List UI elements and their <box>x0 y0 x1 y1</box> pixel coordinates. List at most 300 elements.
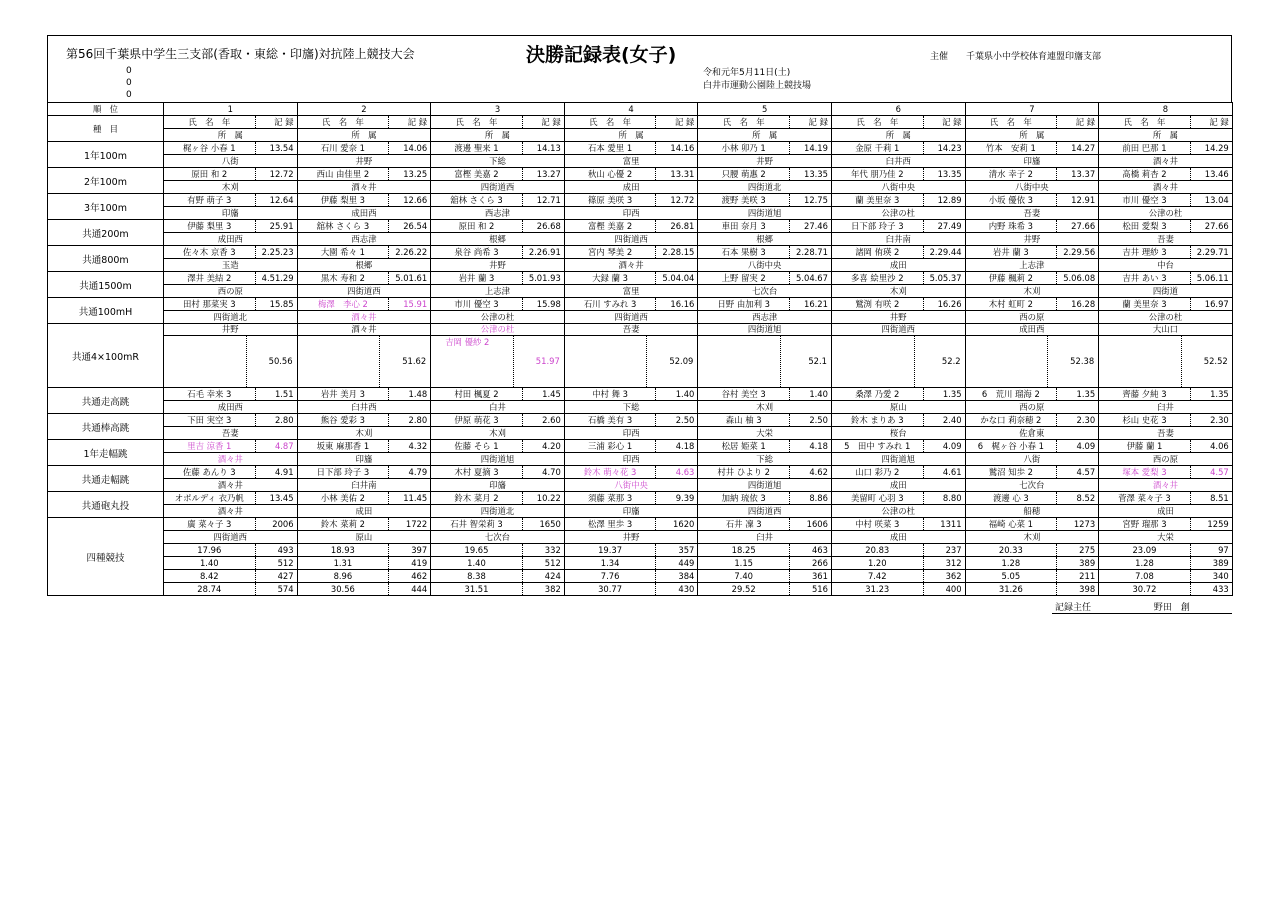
school-label: 所 属 <box>298 128 431 141</box>
athlete-name: 伊藤 梨里 3 <box>187 221 232 231</box>
result-record: 4.06 <box>1190 440 1232 452</box>
sub-points: 340 <box>1190 570 1232 582</box>
school-name: 八街中央 <box>565 478 698 491</box>
result-record: 2.28.71 <box>789 246 831 258</box>
result-cell <box>564 220 698 246</box>
sub-points: 516 <box>789 583 831 595</box>
result-line <box>565 492 698 504</box>
result-record: 13.35 <box>923 168 965 180</box>
school-name: 木刈 <box>698 400 831 413</box>
name-record-header <box>832 116 965 128</box>
record-sheet <box>47 35 1232 596</box>
result-line <box>966 388 1099 400</box>
athlete-name: 中村 舞 3 <box>592 389 628 399</box>
name-label: 氏 名 年 <box>188 117 231 127</box>
sub-points: 400 <box>923 583 965 595</box>
result-record: 13.35 <box>789 168 831 180</box>
result-record: 1.48 <box>388 388 430 400</box>
subresult-line <box>164 543 297 556</box>
sub-points: 332 <box>522 544 564 556</box>
sub-points: 430 <box>655 583 697 595</box>
result-record: 16.16 <box>655 298 697 310</box>
athlete-name: 下田 実空 3 <box>187 415 232 425</box>
result-record: 14.19 <box>789 142 831 154</box>
school-name: 臼井南 <box>832 232 965 245</box>
result-cell <box>297 298 431 324</box>
athlete-name: 石橋 美有 3 <box>588 415 633 425</box>
school-name: 四街道旭 <box>698 206 831 219</box>
result-line <box>565 518 698 530</box>
subresult-line <box>298 569 431 582</box>
sub-points: 493 <box>255 544 297 556</box>
result-cell <box>1099 440 1233 466</box>
result-cell <box>1099 246 1233 272</box>
result-record: 1311 <box>923 518 965 530</box>
result-line <box>431 246 564 258</box>
result-line <box>966 220 1099 232</box>
school-name: 原山 <box>832 400 965 413</box>
athlete-name: 岩井 蘭 3 <box>458 273 495 283</box>
athlete-name: 石井 智栄莉 3 <box>450 519 503 529</box>
relay-block <box>698 324 831 387</box>
athlete-name: 原田 和 2 <box>191 169 228 179</box>
school-name: 成田西 <box>164 400 297 413</box>
pentathlon-cell <box>564 518 698 596</box>
record-label: 記 録 <box>1056 116 1098 128</box>
result-cell <box>164 220 298 246</box>
result-line <box>966 298 1099 310</box>
school-label: 所 属 <box>565 128 698 141</box>
pentathlon-cell <box>297 518 431 596</box>
school-name: 四街道旭 <box>832 452 965 465</box>
result-cell <box>164 298 298 324</box>
result-record: 51.97 <box>535 356 560 366</box>
result-record: 13.37 <box>1056 168 1098 180</box>
subresult-line <box>1099 582 1232 595</box>
subresult-line <box>298 582 431 595</box>
result-record: 13.25 <box>388 168 430 180</box>
school-name: 公津の杜 <box>431 324 564 336</box>
result-line <box>431 440 564 452</box>
result-line <box>298 194 431 206</box>
athlete-name: 富樫 美嘉 2 <box>588 221 633 231</box>
result-record: 2.80 <box>255 414 297 426</box>
result-cell <box>698 440 832 466</box>
result-record: 4.57 <box>1190 466 1232 478</box>
result-line <box>565 142 698 154</box>
result-line <box>298 440 431 452</box>
school-name: 八街 <box>966 452 1099 465</box>
result-line <box>832 298 965 310</box>
col-header-7 <box>965 116 1099 142</box>
result-record: 5.05.37 <box>923 272 965 284</box>
athlete-name: 岩井 美月 3 <box>320 389 365 399</box>
school-name: 原山 <box>298 530 431 543</box>
result-line <box>298 220 431 232</box>
result-record: 27.66 <box>1056 220 1098 232</box>
school-name: 印西 <box>565 426 698 439</box>
school-name: 井野 <box>164 324 297 336</box>
athlete-name: 石井 凜 3 <box>725 519 762 529</box>
pentathlon-cell <box>164 518 298 596</box>
sub-points: 397 <box>388 544 430 556</box>
sub-mark: 20.33 <box>998 545 1023 555</box>
relay-cell <box>831 324 965 388</box>
athlete-name: 大録 蘭 3 <box>592 273 628 283</box>
result-cell <box>965 220 1099 246</box>
athlete-name: 石川 愛奈 1 <box>320 143 365 153</box>
result-record: 4.18 <box>655 440 697 452</box>
school-name: 下総 <box>565 400 698 413</box>
result-line <box>698 440 831 452</box>
subresult-line <box>698 569 831 582</box>
athlete-name: 髙橋 莉杏 2 <box>1122 169 1167 179</box>
result-line <box>966 272 1099 284</box>
result-record: 2.25.23 <box>255 246 297 258</box>
result-record: 15.91 <box>388 298 430 310</box>
school-name: 酒々井 <box>298 310 431 323</box>
school-name: 成田 <box>832 530 965 543</box>
athlete-name: 宮野 瑠那 3 <box>1122 519 1167 529</box>
subresult-line <box>832 543 965 556</box>
result-line <box>164 440 297 452</box>
school-name: 木刈 <box>298 426 431 439</box>
result-record: 14.13 <box>522 142 564 154</box>
result-record: 2.26.22 <box>388 246 430 258</box>
result-record: 4.09 <box>1056 440 1098 452</box>
athlete-name: 篠原 美咲 3 <box>588 195 633 205</box>
athlete-name: 森山 柚 3 <box>725 415 762 425</box>
result-line <box>164 466 297 478</box>
athlete-name: 日野 由加利 3 <box>717 299 770 309</box>
result-line <box>698 518 831 530</box>
sub-mark: 19.65 <box>464 545 489 555</box>
result-line <box>298 388 431 400</box>
result-line <box>298 142 431 154</box>
result-cell <box>431 298 565 324</box>
athlete-name: 福崎 心菜 1 <box>988 519 1033 529</box>
school-label: 所 属 <box>966 128 1099 141</box>
school-name: 印西 <box>565 206 698 219</box>
pentathlon-cell <box>831 518 965 596</box>
school-name: 成田西 <box>966 324 1099 336</box>
result-cell <box>831 466 965 492</box>
result-record: 4.20 <box>522 440 564 452</box>
school-name: 四街道西 <box>431 180 564 193</box>
event-name: 共通走高跳 <box>48 388 164 414</box>
result-line <box>832 194 965 206</box>
result-record: 1650 <box>522 518 564 530</box>
result-cell <box>431 466 565 492</box>
school-name: 木刈 <box>832 284 965 297</box>
athlete-name: 多喜 絵里沙 2 <box>851 273 904 283</box>
place-6: 6 <box>831 103 965 116</box>
school-name: 印旛 <box>164 206 297 219</box>
result-record: 15.85 <box>255 298 297 310</box>
sub-points: 398 <box>1056 583 1098 595</box>
athlete-name: 谷村 美空 3 <box>721 389 766 399</box>
result-cell <box>698 298 832 324</box>
result-cell <box>564 246 698 272</box>
athlete-name: 村井 ひより 2 <box>717 467 770 477</box>
result-line <box>565 220 698 232</box>
result-cell <box>1099 272 1233 298</box>
col-header-3 <box>431 116 565 142</box>
result-cell <box>698 414 832 440</box>
name-label: 氏 名 年 <box>455 117 498 127</box>
sub-mark: 18.25 <box>731 545 756 555</box>
result-cell <box>698 142 832 168</box>
result-line <box>431 168 564 180</box>
athlete-name: 岩井 蘭 3 <box>992 247 1029 257</box>
relay-cell <box>431 324 565 388</box>
sub-mark: 1.28 <box>1135 558 1154 568</box>
sub-points: 389 <box>1190 557 1232 569</box>
school-name: 公津の杜 <box>431 310 564 323</box>
result-line <box>298 414 431 426</box>
school-name: 成田 <box>298 504 431 517</box>
athlete-name: 佐々木 京香 3 <box>183 247 236 257</box>
result-line <box>698 246 831 258</box>
school-name: 成田西 <box>298 206 431 219</box>
sub-points: 427 <box>255 570 297 582</box>
result-record: 4.63 <box>655 466 697 478</box>
school-name: 成田 <box>1099 504 1232 517</box>
result-cell <box>1099 168 1233 194</box>
result-cell <box>431 492 565 518</box>
school-label: 所 属 <box>832 128 965 141</box>
school-name: 上志津 <box>966 258 1099 271</box>
name-record-header <box>1099 116 1232 128</box>
school-name: 印旛 <box>565 504 698 517</box>
result-cell <box>564 414 698 440</box>
event-name: 1年100m <box>48 142 164 168</box>
result-record: 5.04.67 <box>789 272 831 284</box>
athlete-name: 大園 希々 1 <box>320 247 365 257</box>
name-record-header <box>164 116 297 128</box>
record-label: 記 録 <box>522 116 564 128</box>
athlete-name: 山口 彩乃 2 <box>855 467 900 477</box>
result-line <box>164 518 297 530</box>
school-name: 臼井西 <box>832 154 965 167</box>
result-record: 13.45 <box>255 492 297 504</box>
result-line <box>1099 246 1232 258</box>
result-cell <box>698 272 832 298</box>
result-line <box>1099 142 1232 154</box>
result-cell <box>297 440 431 466</box>
school-name: 公津の杜 <box>1099 206 1232 219</box>
result-cell <box>297 388 431 414</box>
name-record-header <box>298 116 431 128</box>
zero-2: 0 <box>126 78 132 88</box>
sub-points: 463 <box>789 544 831 556</box>
athlete-name: 木村 虹町 2 <box>988 299 1033 309</box>
result-record: 2.29.44 <box>923 246 965 258</box>
event-name: 共通走幅跳 <box>48 466 164 492</box>
result-line <box>966 168 1099 180</box>
result-cell <box>297 220 431 246</box>
school-name: 井野 <box>565 530 698 543</box>
result-record: 50.56 <box>268 356 293 366</box>
result-record: 1.51 <box>255 388 297 400</box>
sub-mark: 7.40 <box>734 571 753 581</box>
school-name: 吾妻 <box>565 324 698 336</box>
sub-points: 424 <box>522 570 564 582</box>
result-cell <box>164 272 298 298</box>
sub-points: 512 <box>522 557 564 569</box>
result-cell <box>1099 194 1233 220</box>
result-record: 1.40 <box>655 388 697 400</box>
school-name: 七次台 <box>431 530 564 543</box>
subresult-line <box>565 543 698 556</box>
athlete-name: 伊藤 梨里 3 <box>320 195 365 205</box>
result-line <box>698 142 831 154</box>
result-line <box>1099 388 1232 400</box>
relay-body <box>565 336 698 387</box>
result-cell <box>431 414 565 440</box>
result-record: 12.66 <box>388 194 430 206</box>
event-name: 3年100m <box>48 194 164 220</box>
result-line <box>164 388 297 400</box>
athlete-name: 竹本 安莉 1 <box>985 143 1036 153</box>
result-record: 14.23 <box>923 142 965 154</box>
result-line <box>164 414 297 426</box>
result-record: 10.22 <box>522 492 564 504</box>
relay-body <box>164 336 297 387</box>
result-cell <box>698 492 832 518</box>
result-record: 2.26.91 <box>522 246 564 258</box>
result-line <box>164 298 297 310</box>
event-name: 2年100m <box>48 168 164 194</box>
sub-mark: 7.76 <box>600 571 620 581</box>
school-name: 根郷 <box>431 232 564 245</box>
result-cell <box>164 142 298 168</box>
page-title: 決勝記録表(女子) <box>526 44 677 66</box>
results-table <box>47 102 1233 596</box>
result-cell <box>164 388 298 414</box>
relay-cell <box>297 324 431 388</box>
school-name: 桜台 <box>832 426 965 439</box>
athlete-name: 桑澤 乃愛 2 <box>855 389 900 399</box>
relay-block <box>1099 324 1232 387</box>
result-line <box>431 272 564 284</box>
result-line <box>832 168 965 180</box>
school-name: 西の原 <box>1099 452 1232 465</box>
pentathlon-cell <box>431 518 565 596</box>
result-line <box>431 492 564 504</box>
school-name: 成田西 <box>164 232 297 245</box>
school-name: 木刈 <box>966 284 1099 297</box>
result-record: 1273 <box>1056 518 1098 530</box>
result-cell <box>831 492 965 518</box>
result-cell <box>297 466 431 492</box>
school-name: 八街 <box>164 154 297 167</box>
result-cell <box>831 298 965 324</box>
result-line <box>698 466 831 478</box>
sub-mark: 1.31 <box>333 558 353 568</box>
result-line <box>1099 440 1232 452</box>
result-record: 2.30 <box>1190 414 1232 426</box>
col-header-6 <box>831 116 965 142</box>
sub-mark: 31.23 <box>865 584 890 594</box>
result-record: 5.06.11 <box>1190 272 1232 284</box>
athlete-name: 渡邊 聖来 1 <box>454 143 499 153</box>
athlete-name: 鈴木 萌々花 3 <box>583 467 637 477</box>
result-cell <box>698 388 832 414</box>
school-name: 四街道西 <box>832 324 965 336</box>
result-cell <box>164 194 298 220</box>
result-line <box>832 492 965 504</box>
result-record: 12.91 <box>1056 194 1098 206</box>
result-cell <box>297 492 431 518</box>
result-line <box>298 298 431 310</box>
school-name: 酒々井 <box>164 504 297 517</box>
athlete-name: 鷲沼 知歩 2 <box>988 467 1033 477</box>
result-cell <box>564 194 698 220</box>
result-line <box>565 440 698 452</box>
athlete-name: 須藤 菜那 3 <box>588 493 633 503</box>
result-cell <box>965 492 1099 518</box>
sub-points: 449 <box>655 557 697 569</box>
sub-points: 97 <box>1190 544 1232 556</box>
athlete-name: 内野 珠希 3 <box>988 221 1033 231</box>
school-name: 八街中央 <box>698 258 831 271</box>
school-name: 酒々井 <box>298 180 431 193</box>
sub-mark: 7.08 <box>1135 571 1154 581</box>
result-cell <box>831 272 965 298</box>
relay-cell <box>564 324 698 388</box>
subresult-line <box>698 556 831 569</box>
sub-mark: 1.40 <box>467 558 486 568</box>
result-record: 2.29.56 <box>1056 246 1098 258</box>
result-line <box>565 414 698 426</box>
pentathlon-cell <box>1099 518 1233 596</box>
result-record: 4.61 <box>923 466 965 478</box>
sub-points: 512 <box>255 557 297 569</box>
result-cell <box>965 388 1099 414</box>
result-line <box>832 220 965 232</box>
school-name: 酒々井 <box>1099 478 1232 491</box>
school-name: 酒々井 <box>565 258 698 271</box>
athlete-name: 木村 夏摘 3 <box>454 467 499 477</box>
school-name: 木刈 <box>431 426 564 439</box>
result-line <box>1099 220 1232 232</box>
result-cell <box>965 142 1099 168</box>
athlete-name: 市川 優空 3 <box>1122 195 1167 205</box>
school-name: 四街道西 <box>565 232 698 245</box>
relay-member <box>698 336 781 387</box>
result-record: 16.26 <box>923 298 965 310</box>
school-name: 吾妻 <box>1099 426 1232 439</box>
school-name: 富里 <box>565 284 698 297</box>
school-name: 公津の杜 <box>1099 310 1232 323</box>
school-name: 四街道西 <box>164 530 297 543</box>
result-record: 16.97 <box>1190 298 1232 310</box>
athlete-name: 蘭 美里奈 3 <box>855 195 900 205</box>
result-cell <box>965 168 1099 194</box>
school-name: 玉造 <box>164 258 297 271</box>
sub-points: 357 <box>655 544 697 556</box>
result-cell <box>564 492 698 518</box>
result-line <box>164 168 297 180</box>
school-name: 酒々井 <box>164 478 297 491</box>
relay-cell <box>1099 324 1233 388</box>
sub-points: 462 <box>388 570 430 582</box>
result-cell <box>831 142 965 168</box>
result-cell <box>965 298 1099 324</box>
sub-points: 211 <box>1056 570 1098 582</box>
athlete-name: 西山 由佳里 2 <box>316 169 370 179</box>
